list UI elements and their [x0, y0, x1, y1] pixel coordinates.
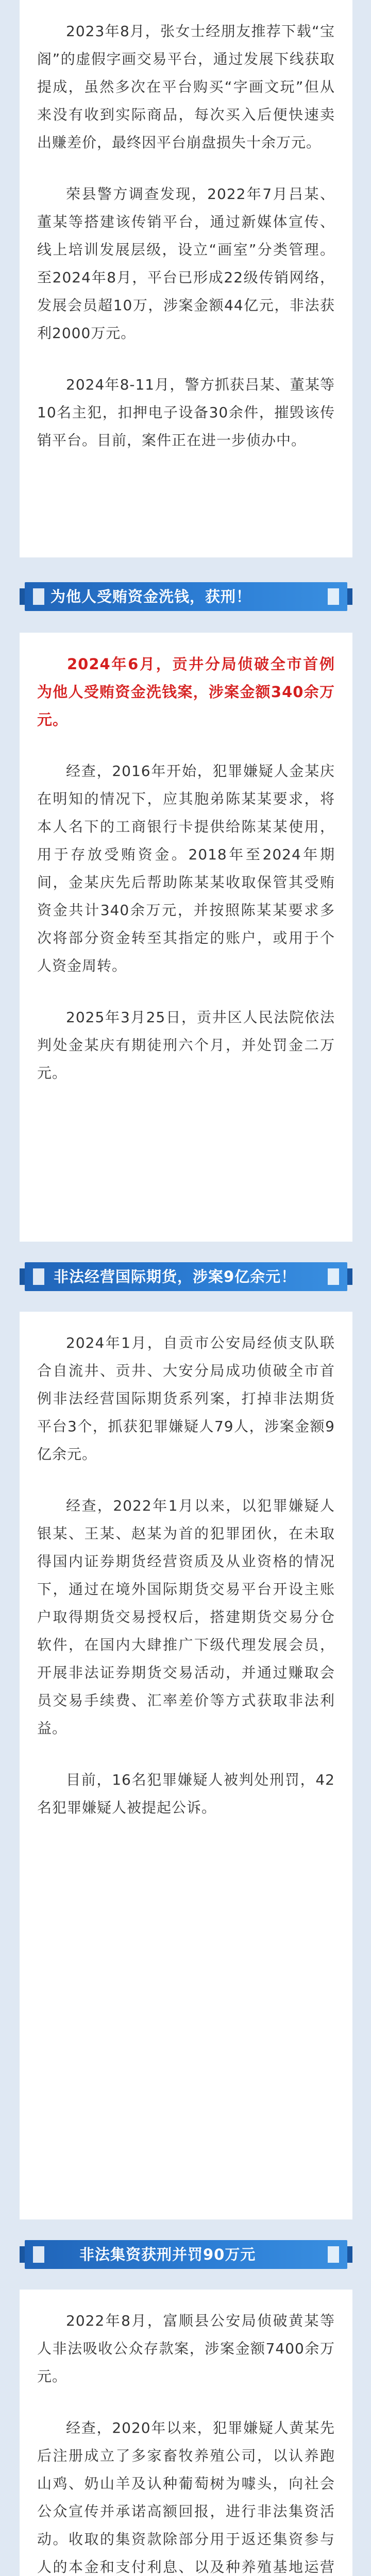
section-title-money-laundering: 为他人受贿资金洗钱，获刑！ [50, 588, 252, 605]
section3-paragraph-3: 目前，16名犯罪嫌疑人被判处刑罚，42名犯罪嫌疑人被提起公诉。 [37, 1771, 335, 1816]
section4-paragraph-2: 经查，2020年以来，犯罪嫌疑人黄某先后注册成立了多家畜牧养殖公司，以认养跑山鸡、奶山羊及认种葡萄树为噱头，向社会公众宣传并承诺高额回报，进行非法集资活动。收取的集资款除部分用于返还集资参与人的本金和支付利息、以及种养殖基地运营 [37, 2419, 335, 2575]
section-title-fundraising: 非法集资获刑并罚90万元 [79, 2246, 256, 2263]
section-banner-money-laundering [20, 573, 352, 620]
case1-paragraph-2: 荣县警方调查发现，2022年7月吕某、董某等搭建该传销平台，通过新媒体宣传、线上培训发展层级，设立“画室”分类管理。至2024年8月，平台已形成22级传销网络，发展会员超10万，涉案金额44亿元，非法获利2000万元。 [37, 185, 335, 342]
banner-tab-left [20, 2246, 25, 2263]
section3-paragraph-2: 经查，2022年1月以来，以犯罪嫌疑人银某、王某、赵某为首的犯罪团伙，在未取得国内证券期货经营资质及从业资格的情况下，通过在境外国际期货交易平台开设主账户取得期货交易授权后，搭建期货交易分仓软件，在国内大肆推广下级代理发展会员，开展非法证券期货交易活动，并通过赚取会员交易手续费、汇率差价等方式获取非法利益。 [37, 1497, 335, 1737]
ribbon-left-icon [33, 2246, 44, 2263]
section-title-futures: 非法经营国际期货，涉案9亿余元！ [54, 1268, 297, 1285]
ribbon-right-icon [328, 1268, 339, 1285]
ribbon-right-icon [328, 588, 339, 605]
case1-paragraph-1: 2023年8月，张女士经朋友推荐下载“宝阁”的虚假字画交易平台，通过发展下线获取提成，虽然多次在平台购买“字画文玩”但从来没有收到实际商品，每次买入后便快速卖出赚差价，最终因平台崩盘损失十余万元。 [37, 23, 335, 151]
section2-paragraph-2: 2025年3月25日，贡井区人民法院依法判处金某庆有期徒刑六个月，并处罚金二万元。 [37, 1009, 335, 1081]
section4-paragraph-1: 2022年8月，富顺县公安局侦破黄某等人非法吸收公众存款案，涉案金额7400余万元。 [37, 2312, 335, 2385]
section3-paragraph-1: 2024年1月，自贡市公安局经侦支队联合自流井、贡井、大安分局成功侦破全市首例非法经营国际期货系列案，打掉非法期货平台3个，抓获犯罪嫌疑人79人，涉案金额9亿余元。 [37, 1334, 335, 1463]
banner-tab-left [20, 1268, 25, 1285]
banner-tab-right [347, 2246, 352, 2263]
banner-tab-right [347, 1268, 352, 1285]
ribbon-right-icon [328, 2246, 339, 2263]
section-banner-futures [20, 1253, 352, 1300]
section-banner-fundraising [20, 2231, 352, 2278]
ribbon-left-icon [33, 588, 44, 605]
banner-tab-left [20, 588, 25, 605]
ribbon-left-icon [33, 1268, 44, 1285]
case-card-2 [20, 633, 352, 1242]
case-card-3 [20, 1312, 352, 2219]
case1-paragraph-3: 2024年8-11月，警方抓获吕某、董某等10名主犯，扣押电子设备30余件，摧毁该传销平台。目前，案件正在进一步侦办中。 [37, 376, 335, 449]
section2-highlight: 2024年6月，贡井分局侦破全市首例为他人受贿资金洗钱案，涉案金额340余万元。 [37, 655, 335, 728]
banner-tab-right [347, 588, 352, 605]
case-card-4 [20, 2290, 352, 2576]
case-card-1 [20, 0, 352, 557]
section2-paragraph-1: 经查，2016年开始，犯罪嫌疑人金某庆在明知的情况下，应其胞弟陈某某要求，将本人名下的工商银行卡提供给陈某某使用，用于存放受贿资金。2018年至2024年期间，金某庆先后帮助陈某某收取保管其受贿资金共计340余万元，并按照陈某某要求多次将部分资金转至其指定的账户，或用于个人资金周转。 [37, 762, 335, 974]
